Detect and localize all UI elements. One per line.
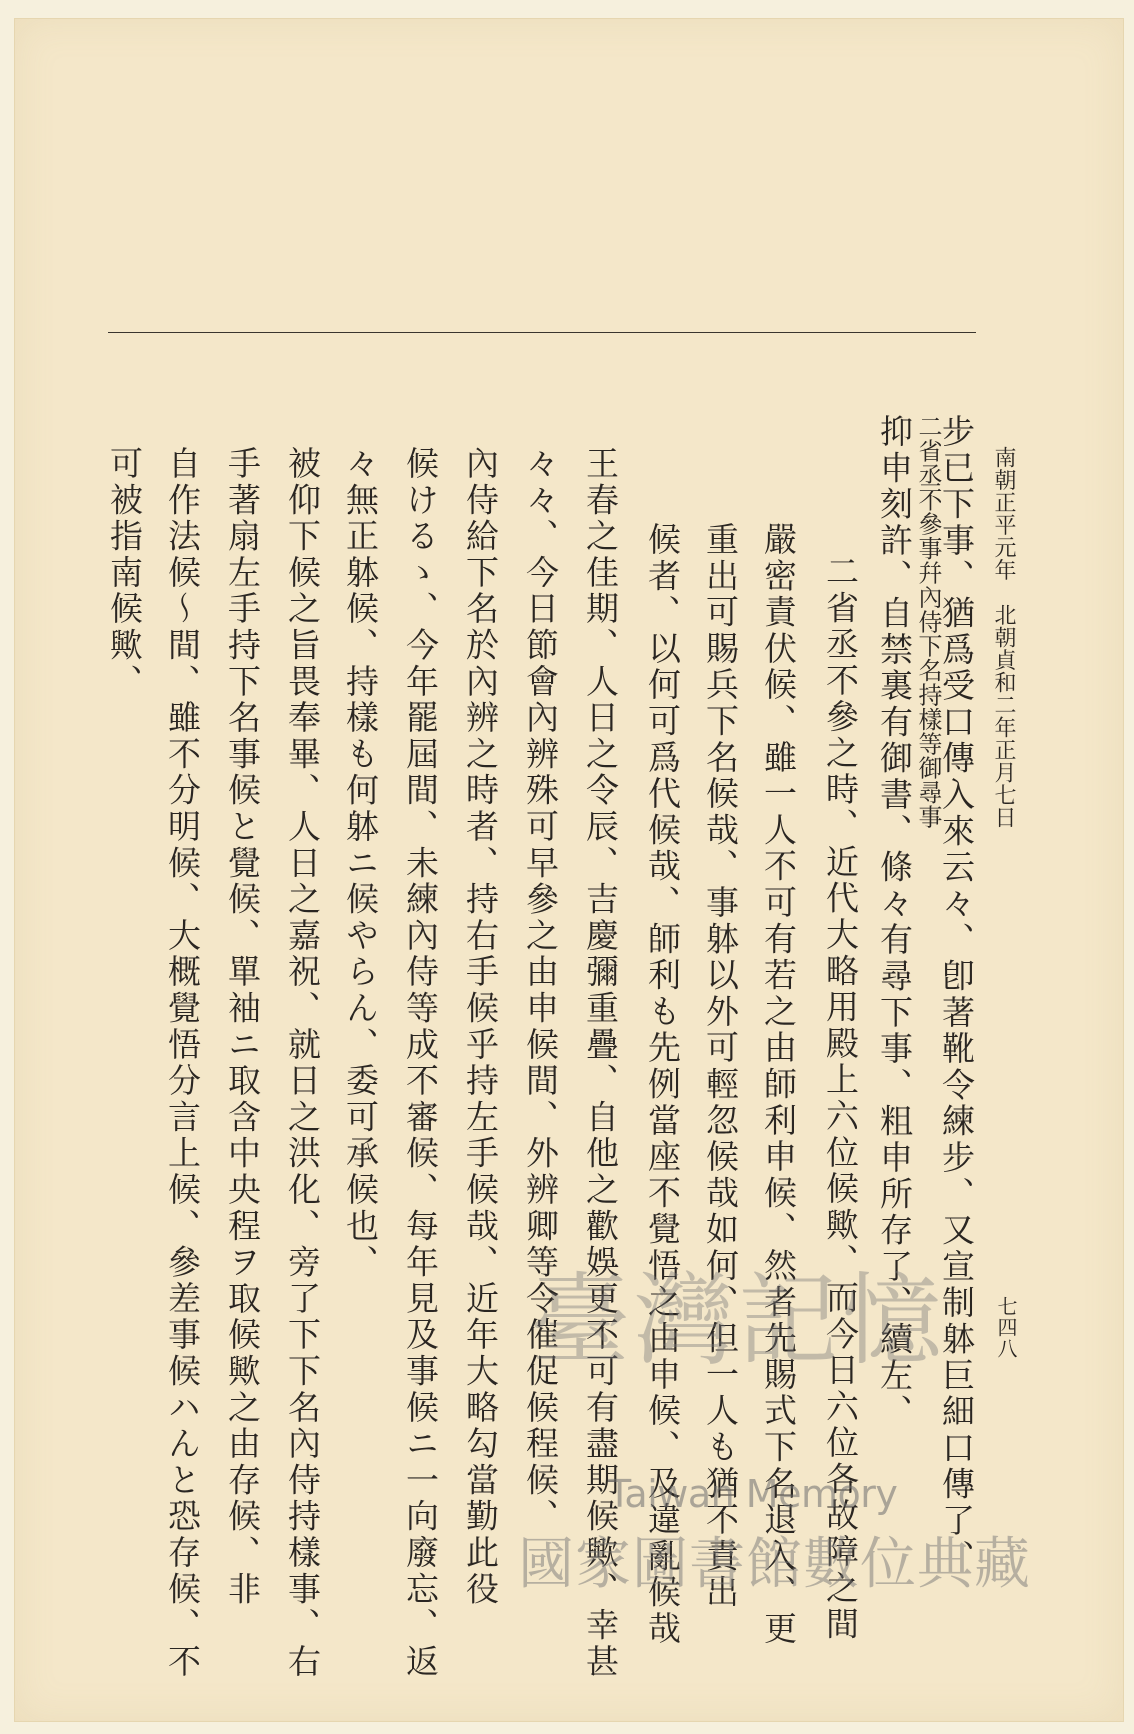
text-line: 嚴密責伏候、雖一人不可有若之由師利申候、然者先賜式下名退入、更: [759, 522, 798, 1648]
text-line: 々々、今日節會內辨殊可早參之由申候間、外辨卿等令催促候程候、: [521, 446, 560, 1535]
text-line: 候けるゝ、今年罷屆間、未練內侍等成不審候、每年見及事候ニ一向廢忘、返: [401, 446, 440, 1681]
text-line: 王春之佳期、人日之令辰、吉慶彌重疊、自他之歡娛更不可有盡期候歟、幸甚: [581, 446, 620, 1681]
watermark-logo: 臺灣記憶: [530, 1262, 946, 1379]
text-line: 步已下事、猶爲受口傳入來云々、卽著靴令練步、又宣制躰巨細口傳了、: [937, 414, 976, 1576]
text-line: 々無正躰候、持樣も何躰ニ候やらん、委可承候也、: [341, 446, 380, 1281]
text-line: 可被指南候歟、: [105, 446, 144, 701]
watermark-english: Taiwan Memory: [608, 1472, 898, 1516]
text-line: 自作法候〜間、雖不分明候、大概覺悟分言上候、參差事候ハんと恐存候、不: [163, 446, 202, 1681]
subnote-line: 二省丞不參事幷內侍下名持樣等御尋事: [914, 414, 942, 829]
text-line: 內侍給下名於內辨之時者、持右手候乎持左手候哉、近年大略勾當勤此役: [461, 446, 500, 1608]
text-line: 手著扇左手持下名事候と覺候、單袖ニ取含中央程ヲ取候歟之由存候、非: [223, 446, 262, 1608]
text-line: 候者、以何可爲代候哉、師利も先例當座不覺悟之由申候、及違亂候哉: [643, 522, 682, 1648]
horizontal-rule: [108, 332, 976, 333]
running-title: 南朝正平元年 北朝貞和二年正月七日: [991, 446, 1016, 829]
text-line: 重出可賜兵下名候哉、事躰以外可輕忽候哉如何、但一人も猶不責出: [701, 522, 740, 1611]
page-number: 七四八: [994, 1296, 1018, 1359]
text-line: 被仰下候之旨畏奉畢、人日之嘉祝、就日之洪化、旁了下下名內侍持樣事、右: [283, 446, 322, 1681]
watermark-chinese: 國家圖書館數位典藏: [518, 1532, 1031, 1597]
text-line: 抑申刻許、自禁裏有御書、條々有尋下事、粗申所存了、續左、: [875, 414, 914, 1431]
text-line: 二省丞不參之時、近代大略用殿上六位候歟、而今日六位各故障之間: [821, 554, 860, 1643]
